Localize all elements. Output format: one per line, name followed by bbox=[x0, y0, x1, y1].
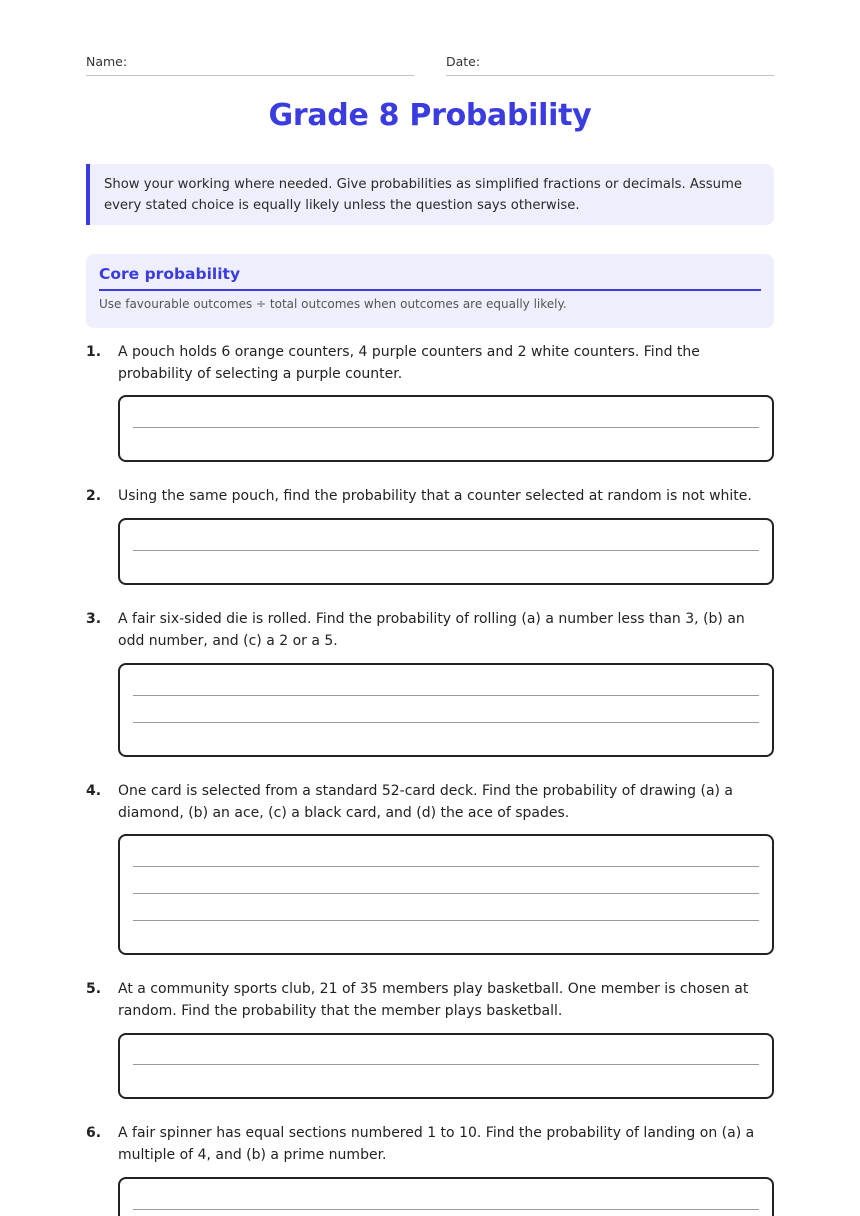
page-title: Grade 8 Probability bbox=[268, 98, 592, 133]
answer-line bbox=[133, 866, 759, 867]
answer-line bbox=[133, 893, 759, 894]
section-title: Core probability bbox=[99, 265, 761, 291]
answer-box[interactable] bbox=[118, 395, 774, 462]
answer-box[interactable] bbox=[118, 518, 774, 585]
answer-line bbox=[133, 695, 759, 696]
instructions-box bbox=[86, 164, 774, 225]
name-label: Name: bbox=[86, 54, 128, 69]
question-number: 2. bbox=[86, 488, 102, 504]
question-number: 6. bbox=[86, 1125, 102, 1141]
answer-line bbox=[133, 427, 759, 428]
answer-line bbox=[133, 722, 759, 723]
question-number: 4. bbox=[86, 783, 102, 799]
answer-box[interactable] bbox=[118, 1177, 774, 1216]
question-text: A fair six-sided die is rolled. Find the probability of rolling (a) a number less than 3, (b) an odd number, and (c) a 2 or a 5. bbox=[118, 611, 745, 649]
name-field[interactable] bbox=[86, 54, 414, 76]
date-field[interactable] bbox=[446, 54, 774, 76]
question-number: 3. bbox=[86, 611, 102, 627]
answer-box[interactable] bbox=[118, 1033, 774, 1099]
header-row bbox=[86, 54, 774, 76]
answer-line bbox=[133, 1064, 759, 1065]
question-number: 5. bbox=[86, 981, 102, 997]
answer-line bbox=[133, 920, 759, 921]
answer-line bbox=[133, 1209, 759, 1210]
question-text: At a community sports club, 21 of 35 members play basketball. One member is chosen at random. Find the probability that the member plays basketball. bbox=[118, 981, 749, 1019]
answer-box[interactable] bbox=[118, 663, 774, 757]
question-text: A fair spinner has equal sections numbered 1 to 10. Find the probability of landing on (a) a multiple of 4, and (b) a prime number. bbox=[118, 1125, 755, 1163]
question-text: A pouch holds 6 orange counters, 4 purple counters and 2 white counters. Find the probability of selecting a purple counter. bbox=[118, 344, 700, 382]
answer-line bbox=[133, 550, 759, 551]
question-text: Using the same pouch, find the probability that a counter selected at random is not white. bbox=[118, 488, 752, 504]
instructions-text: Show your working where needed. Give probabilities as simplified fractions or decimals. Assume every stated choice is equally likely unless the question says otherwise. bbox=[104, 177, 742, 213]
question-number: 1. bbox=[86, 344, 102, 360]
date-label: Date: bbox=[446, 54, 481, 69]
section-subtitle: Use favourable outcomes ÷ total outcomes when outcomes are equally likely. bbox=[99, 297, 567, 311]
section-header bbox=[86, 254, 774, 328]
question-text: One card is selected from a standard 52-card deck. Find the probability of drawing (a) a diamond, (b) an ace, (c) a black card, and (d) the ace of spades. bbox=[118, 783, 734, 821]
answer-box[interactable] bbox=[118, 834, 774, 955]
